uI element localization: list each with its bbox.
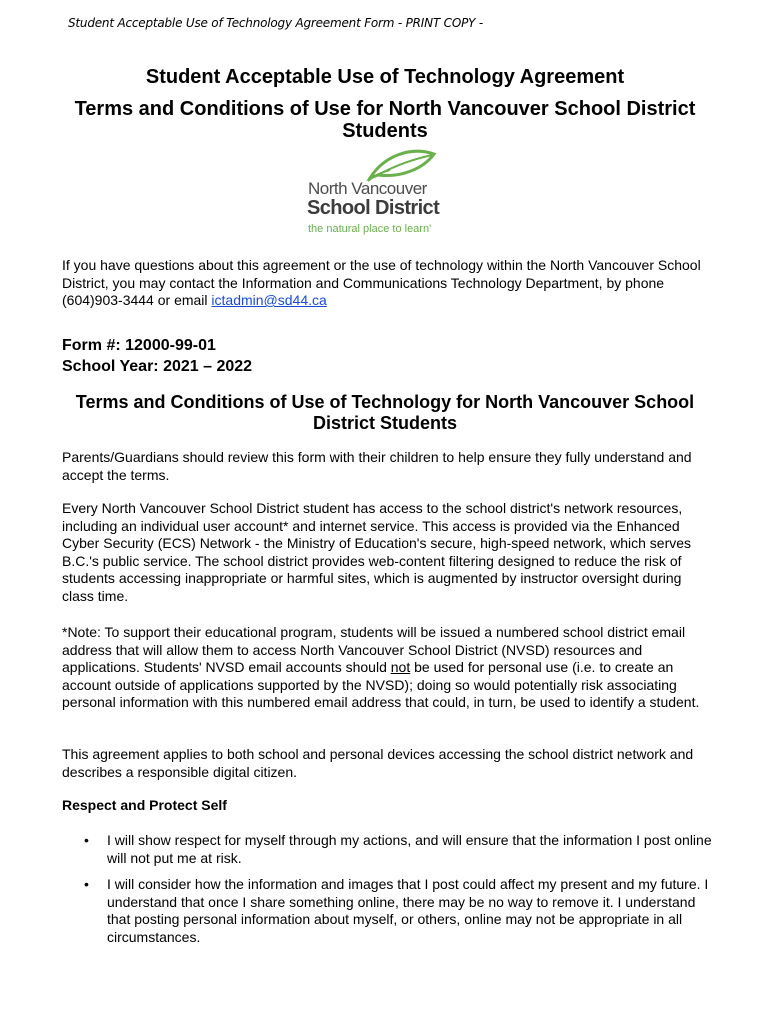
- scope-paragraph: This agreement applies to both school and personal devices accessing the school district network and describes a responsible digital citizen.: [62, 746, 694, 780]
- contact-text: If you have questions about this agreement or the use of technology within the North Vancouver School District, you may contact the Information and Communications Technology Department, by phone (604)903-3444 or email: [62, 257, 701, 308]
- district-logo: [300, 148, 472, 240]
- form-number: Form #: 12000-99-01: [62, 337, 216, 354]
- parents-paragraph: Parents/Guardians should review this form with their children to help ensure they fully understand and accept the terms.: [62, 449, 692, 483]
- respect-list: [84, 832, 714, 955]
- contact-email-link[interactable]: ictadmin@sd44.ca: [211, 292, 327, 308]
- bullet-icon: •: [84, 832, 89, 848]
- note-text-after: be used for personal use (i.e. to create an account outside of applications supported by the NVSD); doing so would potentially risk associating personal information with this numbered email address that could, in turn, be used to identify a student.: [62, 659, 700, 710]
- respect-heading: Respect and Protect Self: [62, 797, 227, 813]
- page-subtitle: Terms and Conditions of Use for North Vancouver School District Students: [74, 98, 696, 142]
- access-paragraph: Every North Vancouver School District student has access to the school district's network resources, including an individual user account* and internet service. This access is provided via the Enhanced Cyber Security (ECS) Network - the Ministry of Education's secure, high-speed network, which serves B.C.'s public service. The school district provides web-content filtering designed to reduce the risk of students accessing inappropriate or harmful sites, which is augmented by instructor oversight during class time.: [62, 500, 692, 604]
- logo-line-1: North Vancouver: [308, 179, 427, 198]
- logo-tagline: the natural place to learn': [308, 223, 432, 235]
- list-item: [84, 876, 714, 946]
- bullet-icon: •: [84, 876, 89, 892]
- list-item: [84, 832, 714, 867]
- section-title: Terms and Conditions of Use of Technology for North Vancouver School District Students: [75, 392, 695, 433]
- school-year: School Year: 2021 – 2022: [62, 358, 253, 375]
- list-item-text: I will show respect for myself through my actions, and will ensure that the information I post online will not put me at risk.: [107, 832, 712, 866]
- note-paragraph: [62, 624, 712, 712]
- page-title: Student Acceptable Use of Technology Agreement: [145, 66, 625, 88]
- form-info: [62, 335, 252, 377]
- logo-line-2: School District: [307, 197, 440, 219]
- header-note: Student Acceptable Use of Technology Agreement Form - PRINT COPY -: [68, 16, 483, 30]
- list-item-text: I will consider how the information and images that I post could affect my present and my future. I understand that once I share something online, there may be no way to remove it. I understand that posting personal information about myself, or others, online may not be appropriate in all circumstances.: [107, 876, 709, 945]
- note-text-before: *Note: To support their educational program, students will be issued a numbered school district email address that will allow them to access North Vancouver School District (NVSD) resources and applications. Students' NVSD email accounts should: [62, 624, 686, 675]
- leaf-logo-icon: [366, 148, 438, 182]
- note-emphasis: not: [390, 659, 411, 675]
- contact-paragraph: [62, 257, 712, 310]
